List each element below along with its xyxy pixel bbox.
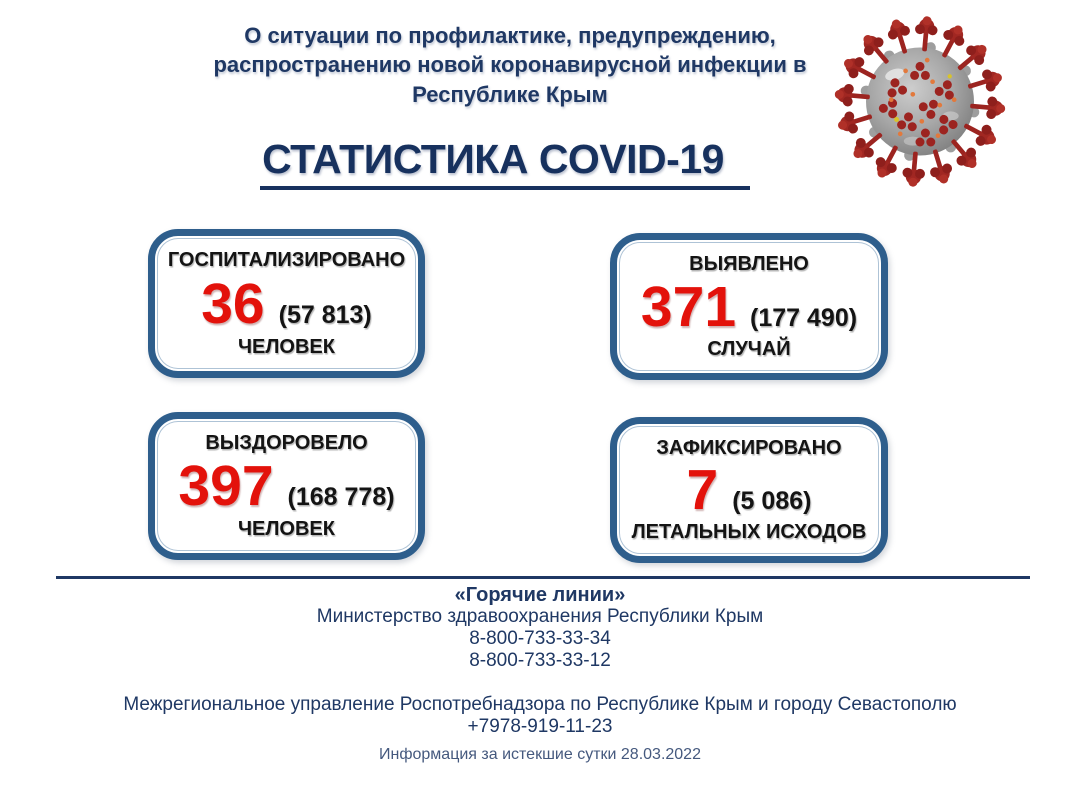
slide-subtitle: О ситуации по профилактике, предупреждению, распространению новой коронавирусной инфекции в Республике Крым — [213, 23, 807, 107]
ministry-phone-2: 8-800-733-33-12 — [469, 650, 611, 671]
stat-card-title: ГОСПИТАЛИЗИРОВАНО — [167, 249, 406, 271]
stat-value: 397 — [178, 454, 274, 519]
stat-cumulative-total: (177 490) — [750, 303, 858, 332]
rospotrebnadzor-name: Межрегиональное управление Роспотребнадзора по Республике Крым и городу Севастополю — [123, 694, 957, 715]
stat-unit-label: ЧЕЛОВЕК — [238, 335, 335, 358]
stat-value-row — [686, 458, 812, 523]
stat-value-row — [640, 274, 858, 339]
stat-value: 36 — [201, 271, 265, 336]
stat-card-title: ЗАФИКСИРОВАНО — [656, 437, 842, 459]
page-title — [0, 136, 1010, 190]
stat-cumulative-total: (5 086) — [732, 487, 812, 516]
stat-cumulative-total: (57 813) — [278, 300, 372, 329]
hotlines-title: «Горячие линии» — [454, 584, 626, 606]
stat-card-detected — [610, 233, 888, 380]
footer — [0, 584, 1080, 764]
stat-value-row — [178, 454, 395, 519]
stat-card-hospitalized — [148, 229, 425, 378]
stat-card-title: ВЫЯВЛЕНО — [689, 253, 809, 275]
ministry-name: Министерство здравоохранения Республики Крым — [316, 606, 764, 627]
stat-cumulative-total: (168 778) — [287, 483, 395, 512]
page-title-text: СТАТИСТИКА COVID-19 — [260, 136, 750, 190]
ministry-phone-1: 8-800-733-33-34 — [469, 628, 611, 649]
footer-divider-line — [56, 576, 1030, 579]
stat-card-deaths — [610, 417, 888, 563]
stat-value-row — [201, 271, 372, 336]
stat-card-title: ВЫЗДОРОВЕЛО — [205, 432, 368, 454]
info-note: Информация за истекшие сутки 28.03.2022 — [379, 746, 701, 763]
stat-card-recovered — [148, 412, 425, 560]
stat-unit-label: СЛУЧАЙ — [707, 337, 791, 360]
stat-unit-label: ЧЕЛОВЕК — [238, 517, 335, 540]
rospotrebnadzor-phone: +7978-919-11-23 — [467, 716, 613, 737]
footer-spacer — [0, 672, 1080, 694]
stat-unit-label: ЛЕТАЛЬНЫХ ИСХОДОВ — [631, 520, 867, 543]
stat-value: 371 — [640, 274, 737, 339]
stat-value: 7 — [686, 458, 719, 523]
